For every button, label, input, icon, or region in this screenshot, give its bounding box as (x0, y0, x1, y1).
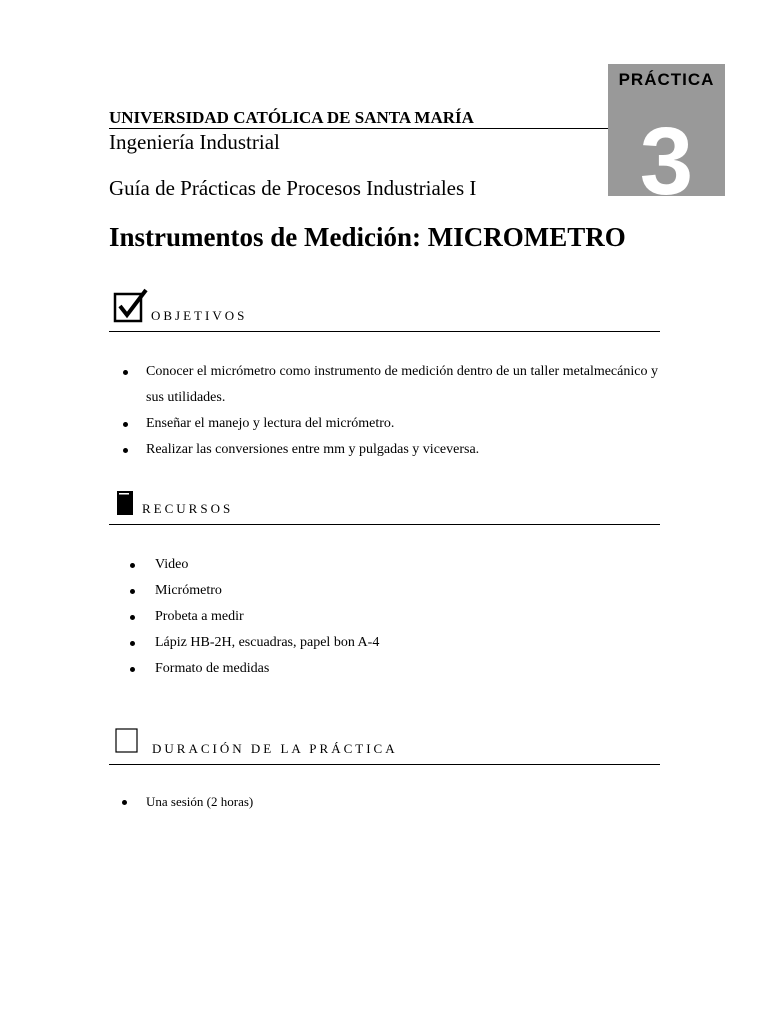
resources-list (155, 552, 555, 682)
department-name: Ingeniería Industrial (109, 130, 280, 154)
bullet-icon (122, 800, 127, 805)
list-item: Micrómetro (155, 578, 555, 604)
bullet-icon (123, 448, 128, 453)
badge-label: PRÁCTICA (618, 70, 715, 89)
list-item: Una sesión (2 horas) (146, 792, 546, 812)
bullet-icon (130, 563, 135, 568)
list-item: Probeta a medir (155, 604, 555, 630)
section-label-duration: DURACIÓN DE LA PRÁCTICA (152, 741, 398, 756)
list-item: Enseñar el manejo y lectura del micrómetro. (146, 411, 658, 437)
bullet-icon (123, 422, 128, 427)
book-icon (116, 490, 136, 516)
bullet-icon (130, 589, 135, 594)
section-label-objectives: OBJETIVOS (151, 308, 248, 323)
section-label-resources: RECURSOS (142, 501, 234, 516)
section-divider-objectives (109, 331, 660, 332)
university-name: UNIVERSIDAD CATÓLICA DE SANTA MARÍA (109, 108, 474, 127)
bullet-icon (130, 667, 135, 672)
list-item: Conocer el micrómetro como instrumento de medición dentro de un taller metalmecánico y sus utilidades. (146, 359, 658, 411)
section-divider-resources (109, 524, 660, 525)
duration-list (146, 792, 546, 812)
badge-number: 3 (639, 108, 694, 215)
list-item: Video (155, 552, 555, 578)
list-item: Formato de medidas (155, 656, 555, 682)
list-item: Lápiz HB-2H, escuadras, papel bon A-4 (155, 630, 555, 656)
section-divider-duration (109, 764, 660, 765)
practice-badge (608, 64, 725, 215)
bullet-icon (130, 641, 135, 646)
list-item: Realizar las conversiones entre mm y pulgadas y viceversa. (146, 437, 658, 463)
objectives-list (146, 359, 658, 463)
checked-box-icon (113, 288, 149, 324)
guide-title: Guía de Prácticas de Procesos Industriales I (109, 176, 477, 200)
bullet-icon (130, 615, 135, 620)
empty-box-icon (115, 728, 139, 754)
page-title: Instrumentos de Medición: MICROMETRO (109, 222, 626, 252)
header-divider (109, 128, 608, 129)
bullet-icon (123, 370, 128, 375)
